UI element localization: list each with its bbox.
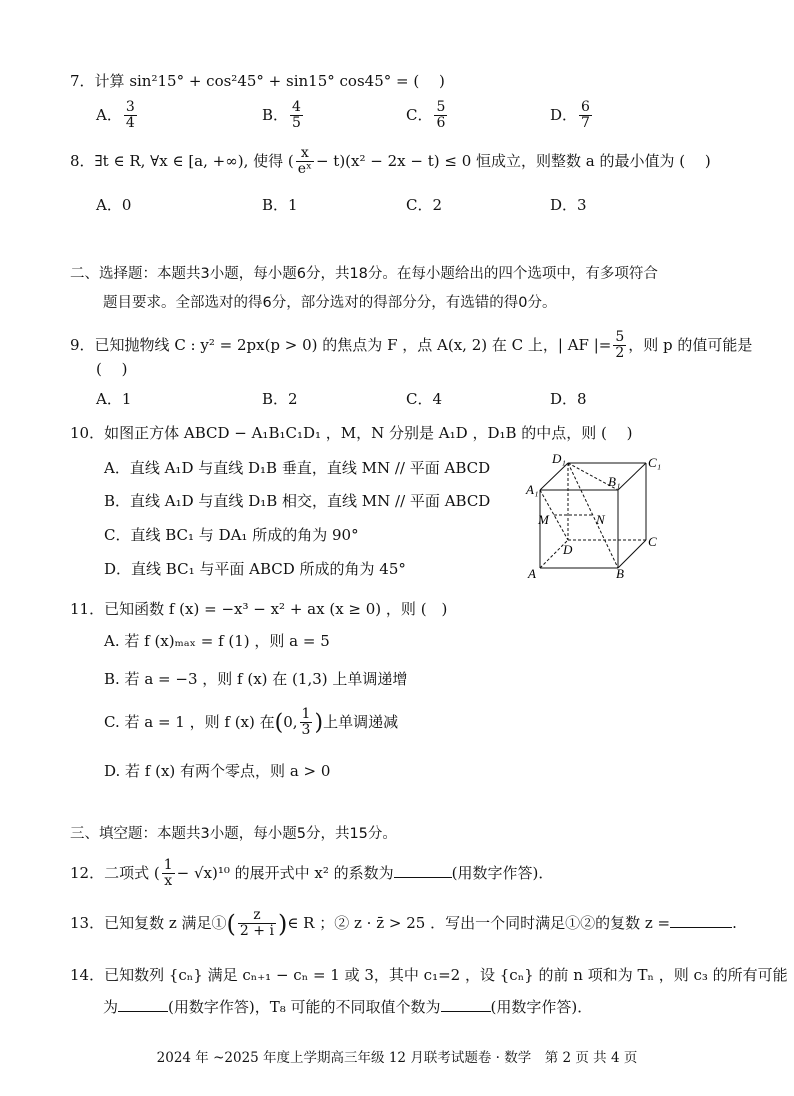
- q9-option-a: A．1: [96, 390, 132, 408]
- q8-option-a: A．0: [96, 196, 132, 214]
- q12-answer-blank[interactable]: [394, 877, 452, 878]
- q10-option-d: D．直线 BC₁ 与平面 ABCD 所成的角为 45°: [104, 560, 406, 578]
- q10-option-c: C．直线 BC₁ 与 DA₁ 所成的角为 90°: [104, 526, 359, 544]
- cube-label-b: B: [616, 566, 624, 581]
- q9-stem: 9．已知抛物线 C : y² = 2px(p > 0) 的焦点为 F ，点 A(x, 2) 在 C 上，| AF |= $\frac{5}{2}$ ，则 p 的值可能是: [70, 329, 753, 362]
- q7-option-a: A． $\frac{3}{4}$: [96, 99, 135, 132]
- q10-option-a: A．直线 A₁D 与直线 D₁B 垂直，直线 MN // 平面 ABCD: [104, 459, 491, 477]
- q11-stem: 11．已知函数 f (x) = −x³ − x² + ax (x ≥ 0) ，则 ( ): [70, 600, 448, 618]
- q12-stem: 12．二项式 ( $\frac{1}{x}$ − √x)¹⁰ 的展开式中 x² 的系数为 (用数字作答)．: [70, 857, 554, 890]
- q14-blank-c3[interactable]: [118, 1011, 168, 1012]
- q14-line1: 14．已知数列 {cₙ} 满足 cₙ₊₁ − cₙ = 1 或 3，其中 c₁=2 ，设 {cₙ} 的前 n 项和为 Tₙ ，则 c₃ 的所有可能: [70, 966, 788, 984]
- q8-stem: 8．∃t ∈ R, ∀x ∈ [a, +∞), 使得 ( $\frac{x}{\text{eˣ}}$ − t)(x² − 2x − t) ≤ 0 恒成立，则整数 a 的最小值为 ( ): [70, 145, 711, 178]
- q11-option-a: A. 若 f (x)ₘₐₓ = f (1) ，则 a = 5: [104, 632, 330, 650]
- q11-option-b: B. 若 a = −3 ，则 f (x) 在 (1,3) 上单调递增: [104, 670, 408, 688]
- q11-option-d: D. 若 f (x) 有两个零点，则 a > 0: [104, 762, 331, 780]
- q14-blank-t8[interactable]: [441, 1011, 491, 1012]
- cube-label-d1: D₁: [552, 451, 566, 466]
- cube-label-d: D: [563, 542, 573, 557]
- q8-option-b: B．1: [262, 196, 298, 214]
- q9-option-b: B．2: [262, 390, 298, 408]
- q7-option-d: D． $\frac{6}{7}$: [550, 99, 590, 132]
- section2-heading-line1: 二、选择题：本题共3小题，每小题6分，共18分。在每小题给出的四个选项中，有多项符合: [70, 266, 658, 282]
- q9-option-d: D．8: [550, 390, 587, 408]
- q13-stem: 13．已知复数 z 满足①( $\frac{z}{2 + i}$ )∈ R ；② z · z̄ > 25 ．写出一个同时满足①②的复数 z = .: [70, 907, 737, 940]
- cube-label-c1: C₁: [648, 455, 662, 470]
- cube-figure: [520, 448, 670, 583]
- cube-label-c: C: [648, 534, 657, 549]
- cube-label-b1: B₁: [608, 474, 621, 489]
- q7-stem: 7．计算 sin²15° + cos²45° + sin15° cos45° = ( ): [70, 72, 445, 90]
- q10-stem: 10．如图正方体 ABCD − A₁B₁C₁D₁ ，M，N 分别是 A₁D ，D₁B 的中点，则 ( ): [70, 424, 633, 442]
- q8-option-c: C．2: [406, 196, 443, 214]
- section3-heading: 三、填空题：本题共3小题，每小题5分，共15分。: [70, 826, 397, 842]
- q9-answer-paren: ( ): [96, 360, 128, 378]
- q8-option-d: D．3: [550, 196, 587, 214]
- q11-option-c: C. 若 a = 1 ，则 f (x) 在(0, $\frac{1}{3}$ )上单调递减: [104, 706, 399, 739]
- cube-label-n: N: [596, 512, 605, 527]
- q14-line2: 为 (用数字作答)，T₈ 可能的不同取值个数为 (用数字作答)．: [103, 998, 593, 1016]
- section2-heading-line2: 题目要求。全部选对的得6分，部分选对的得部分分，有选错的得0分。: [103, 295, 557, 311]
- q7-option-c: C． $\frac{5}{6}$: [406, 99, 446, 132]
- q10-option-b: B．直线 A₁D 与直线 D₁B 相交，直线 MN // 平面 ABCD: [104, 492, 491, 510]
- q9-option-c: C．4: [406, 390, 443, 408]
- cube-label-m: M: [538, 512, 549, 527]
- cube-label-a1: A₁: [526, 482, 539, 497]
- q7-option-b: B． $\frac{4}{5}$: [262, 99, 301, 132]
- q13-answer-blank[interactable]: [670, 927, 732, 928]
- cube-label-a: A: [528, 566, 536, 581]
- page-footer: 2024 年 ~2025 年度上学期高三年级 12 月联考试题卷 · 数学 第 2 页 共 4 页: [156, 1050, 638, 1066]
